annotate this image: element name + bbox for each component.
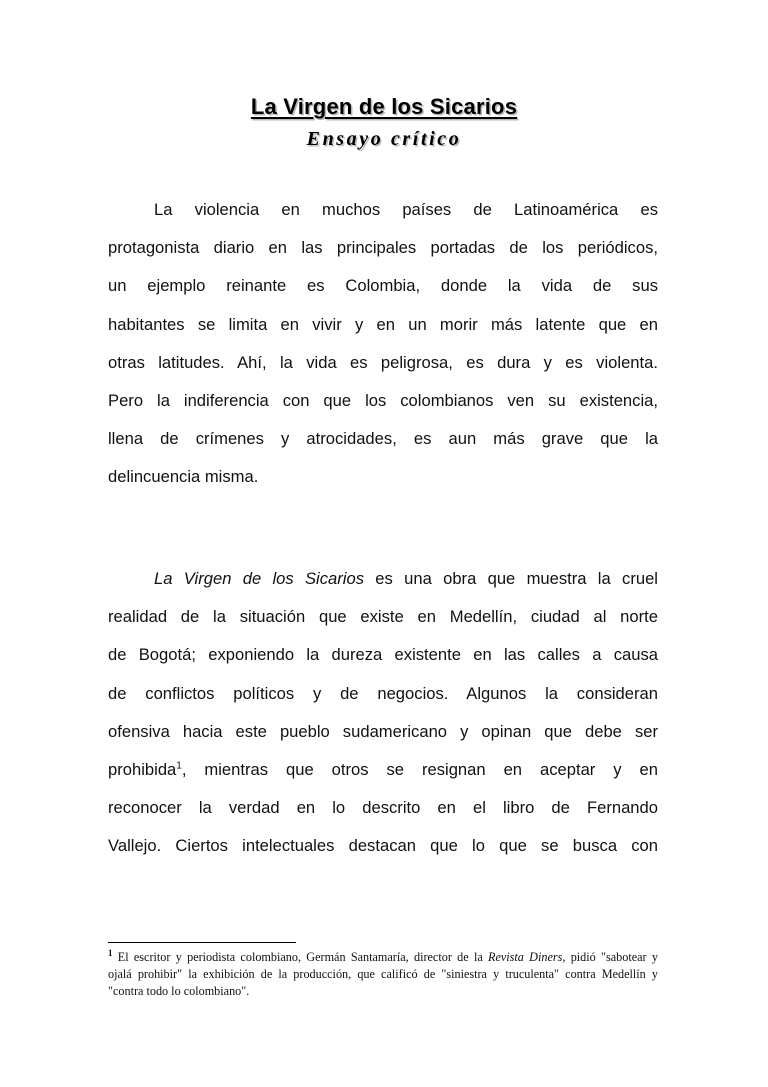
text-span: prohibida — [108, 759, 177, 779]
text-span: El escritor y periodista colombiano, Germán Santamaría, director de la — [112, 950, 489, 964]
text-line: Pero la indiferencia con que los colombianos ven su existencia, — [108, 390, 658, 410]
footnote-separator — [108, 942, 296, 943]
text-line: reconocer la verdad en lo descrito en el libro de Fernando — [108, 798, 658, 818]
text-line — [108, 757, 658, 795]
text-span: es una obra que muestra la cruel — [364, 569, 658, 588]
text-line: un ejemplo reinante es Colombia, donde la vida de sus — [108, 276, 658, 296]
text-line: La violencia en muchos países de Latinoamérica es — [154, 200, 658, 219]
text-line: realidad de la situación que existe en Medellín, ciudad al norte — [108, 607, 658, 627]
text-span: , pidió "sabotear y — [562, 950, 658, 964]
paragraph-1 — [108, 197, 658, 503]
text-line: de Bogotá; exponiendo la dureza existente en las calles a causa — [108, 645, 658, 665]
book-title-reference: La Virgen de los Sicarios — [154, 569, 364, 588]
text-line: delincuencia misma. — [108, 467, 259, 487]
document-subtitle: Ensayo crítico — [306, 128, 462, 150]
footnote-reference[interactable]: 1 — [176, 760, 182, 772]
footnote-line: ojalá prohibir" la exhibición de la producción, que calificó de "siniestra y truculenta" contra Medellín y — [108, 967, 658, 981]
paragraph-2 — [108, 566, 658, 872]
footnote — [108, 949, 658, 1000]
text-line: llena de crímenes y atrocidades, es aun más grave que la — [108, 429, 658, 449]
text-line: otras latitudes. Ahí, la vida es peligrosa, es dura y es violenta. — [108, 352, 658, 372]
text-line — [108, 566, 658, 604]
footnote-line: "contra todo lo colombiano". — [108, 984, 250, 998]
text-span: , mientras que otros se resignan en aceptar y en — [181, 759, 658, 779]
magazine-name: Revista Diners — [488, 950, 563, 964]
footnote-line — [108, 949, 658, 966]
text-line: protagonista diario en las principales portadas de los periódicos, — [108, 238, 658, 258]
text-line: de conflictos políticos y de negocios. Algunos la consideran — [108, 683, 658, 703]
text-line: habitantes se limita en vivir y en un morir más latente que en — [108, 314, 658, 334]
document-title: La Virgen de los Sicarios — [250, 94, 518, 119]
text-line: ofensiva hacia este pueblo sudamericano y opinan que debe ser — [108, 721, 658, 741]
text-line: Vallejo. Ciertos intelectuales destacan que lo que se busca con — [108, 836, 658, 856]
footnote-number: 1 — [108, 947, 113, 958]
